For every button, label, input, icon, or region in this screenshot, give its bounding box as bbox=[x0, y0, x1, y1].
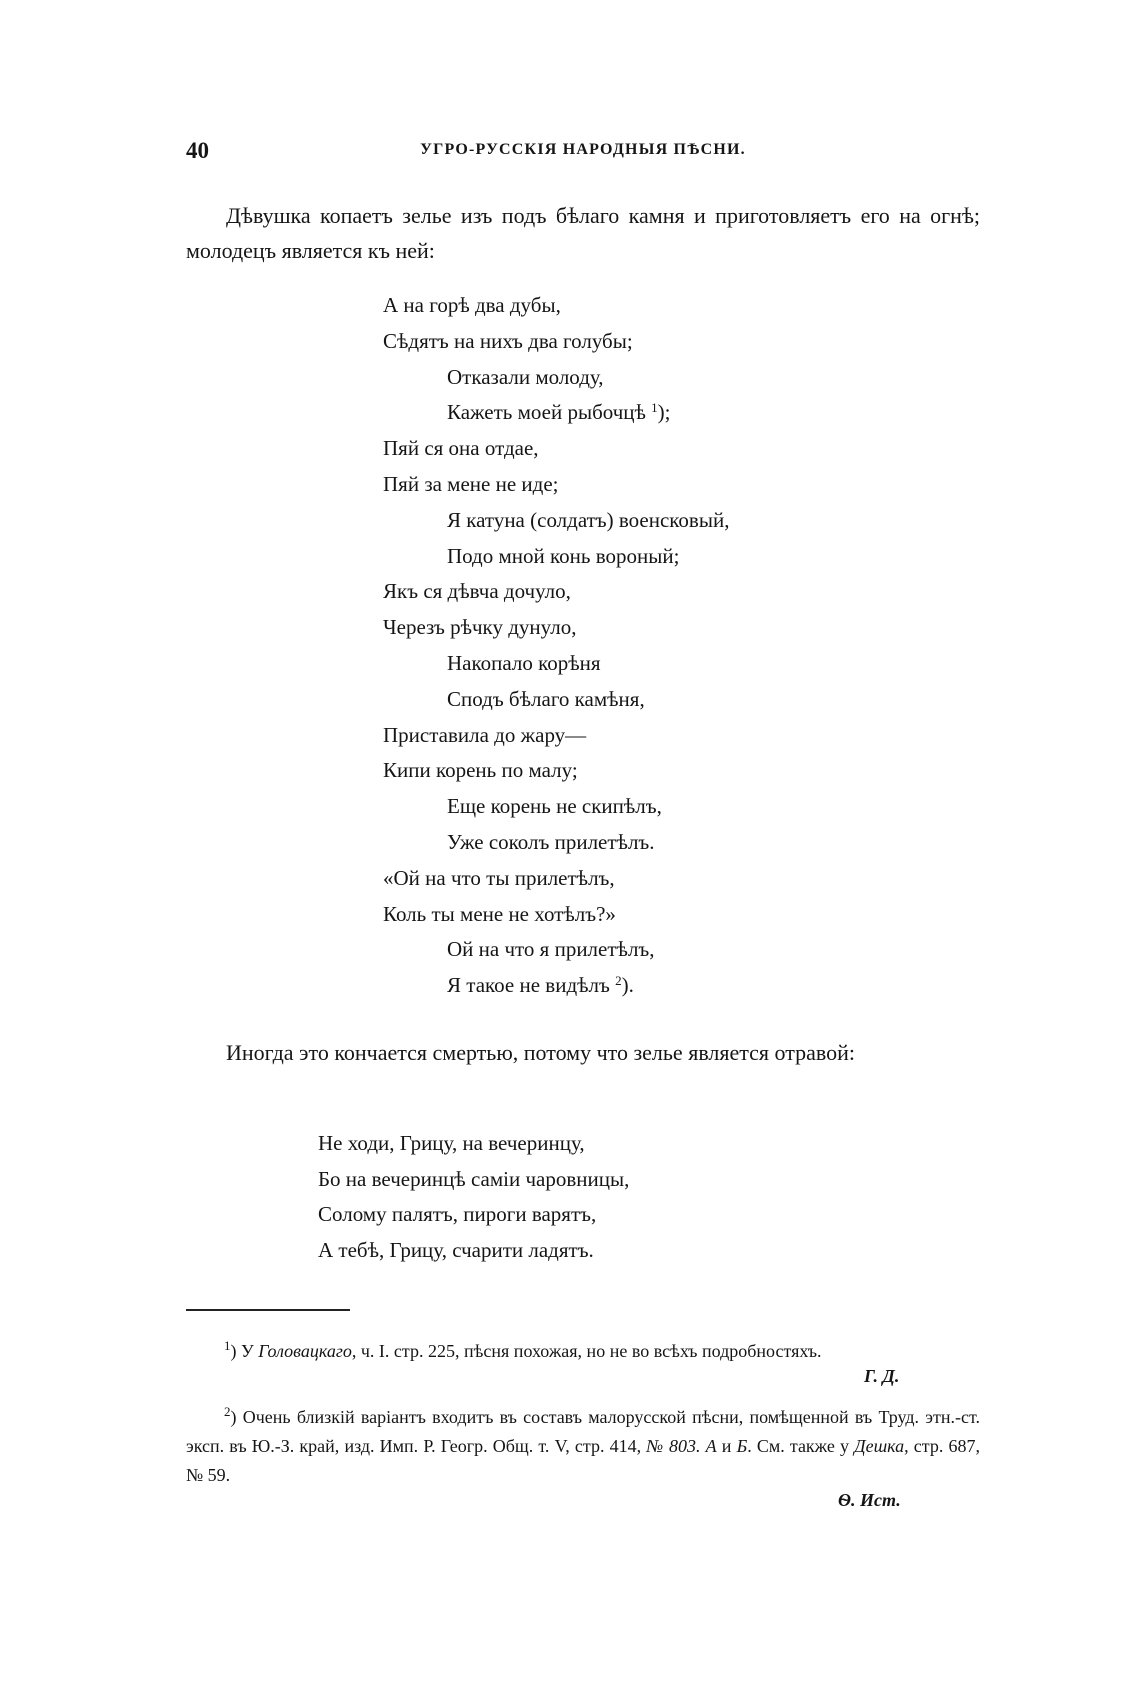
verse-line-with-note bbox=[383, 968, 729, 1004]
footnote-mark-close: ) bbox=[230, 1341, 237, 1361]
verse-line: Коль ты мене не хотѣлъ?» bbox=[383, 901, 616, 926]
footnote-author: Дешка bbox=[854, 1436, 905, 1456]
verse-line: Черезъ рѣчку дунуло, bbox=[383, 615, 577, 640]
footnote-author: Головацкаго bbox=[258, 1341, 352, 1361]
verse-line: А тебѣ, Грицу, счарити ладятъ. bbox=[318, 1237, 594, 1262]
verse-line-with-note bbox=[383, 395, 729, 431]
verse-line: Бо на вечеринцѣ саміи чаровницы, bbox=[318, 1166, 630, 1191]
verse-line: Еще корень не скипѣлъ, bbox=[447, 794, 662, 819]
running-head bbox=[186, 138, 980, 172]
footnote-reference: № 803. А bbox=[646, 1436, 717, 1456]
footnote-divider bbox=[186, 1309, 350, 1311]
song-verse-1 bbox=[383, 288, 729, 1004]
verse-line: Приставила до жару— bbox=[383, 722, 587, 747]
footnote-reference-b: Б bbox=[736, 1436, 748, 1456]
verse-line-text: Кажеть моей рыбочцѣ bbox=[447, 400, 646, 425]
footnote-text: , ч. I. стр. 225, пѣсня похожая, но не во всѣхъ подробностяхъ. bbox=[351, 1341, 822, 1361]
footnote-ref-2: 2 bbox=[615, 973, 622, 989]
footnote-conjunction: и bbox=[716, 1436, 737, 1456]
footnote-1-signature: Г. Д. bbox=[864, 1366, 900, 1386]
verse-line: Якъ ся дѣвча дочуло, bbox=[383, 579, 571, 604]
verse-line: Пяй ся она отдае, bbox=[383, 436, 539, 461]
verse-line: Пяй за мене не иде; bbox=[383, 471, 559, 496]
intro-paragraph: Дѣвушка копаетъ зелье изъ подъ бѣлаго камня и приготовляетъ его на огнѣ; молодецъ является къ ней: bbox=[186, 203, 980, 263]
footnote-mark: 2 bbox=[224, 1404, 231, 1419]
footnote-2 bbox=[186, 1403, 980, 1490]
verse-line: Ой на что я прилетѣлъ, bbox=[447, 937, 655, 962]
verse-line: «Ой на что ты прилетѣлъ, bbox=[383, 865, 615, 890]
verse-line-tail: ). bbox=[621, 973, 634, 998]
footnote-2-signature: Ѳ. Ист. bbox=[838, 1490, 901, 1510]
verse-line-tail: ); bbox=[657, 400, 671, 425]
page-number: 40 bbox=[186, 138, 209, 163]
song-verse-2 bbox=[318, 1126, 629, 1268]
second-paragraph: Иногда это кончается смертью, потому что зелье является отравой: bbox=[226, 1040, 856, 1065]
footnote-ref-1: 1 bbox=[651, 400, 658, 416]
verse-line: А на горѣ два дубы, bbox=[383, 293, 561, 317]
verse-line: Отказали молоду, bbox=[447, 364, 604, 389]
verse-line-text: Я такое не видѣлъ bbox=[447, 973, 610, 998]
footnote-mark-close: ) bbox=[230, 1407, 237, 1427]
verse-line: Солому палятъ, пироги варятъ, bbox=[318, 1202, 597, 1226]
verse-line: Кипи корень по малу; bbox=[383, 758, 578, 783]
footnote-text: . См. также у bbox=[747, 1436, 855, 1456]
verse-line: Не ходи, Грицу, на вечеринцу, bbox=[318, 1131, 585, 1155]
verse-line: Накопало корѣня bbox=[447, 650, 601, 675]
running-title: УГРО-РУССКІЯ НАРОДНЫЯ ПѢСНИ. bbox=[420, 141, 746, 158]
footnote-text: Очень близкій варіантъ входитъ въ составъ малорусской пѣсни, помѣщенной въ Труд. этн.-ст. эксп. въ Ю.-З. край, изд. Имп. Р. Геогр. Общ. т. V, стр. 414, bbox=[186, 1407, 980, 1456]
verse-line: Сподъ бѣлаго камѣня, bbox=[447, 686, 645, 711]
footnote-text: , стр. 687, № 59. bbox=[186, 1436, 981, 1485]
verse-line: Уже соколъ прилетѣлъ. bbox=[447, 829, 655, 854]
verse-line: Подо мной конь вороный; bbox=[447, 543, 680, 568]
verse-line: Я катуна (солдатъ) военсковый, bbox=[447, 507, 730, 532]
footnote-mark: 1 bbox=[224, 1338, 231, 1353]
footnote-1 bbox=[186, 1337, 980, 1366]
verse-line: Сѣдятъ на нихъ два голубы; bbox=[383, 328, 633, 353]
footnote-lead: У bbox=[241, 1341, 254, 1361]
